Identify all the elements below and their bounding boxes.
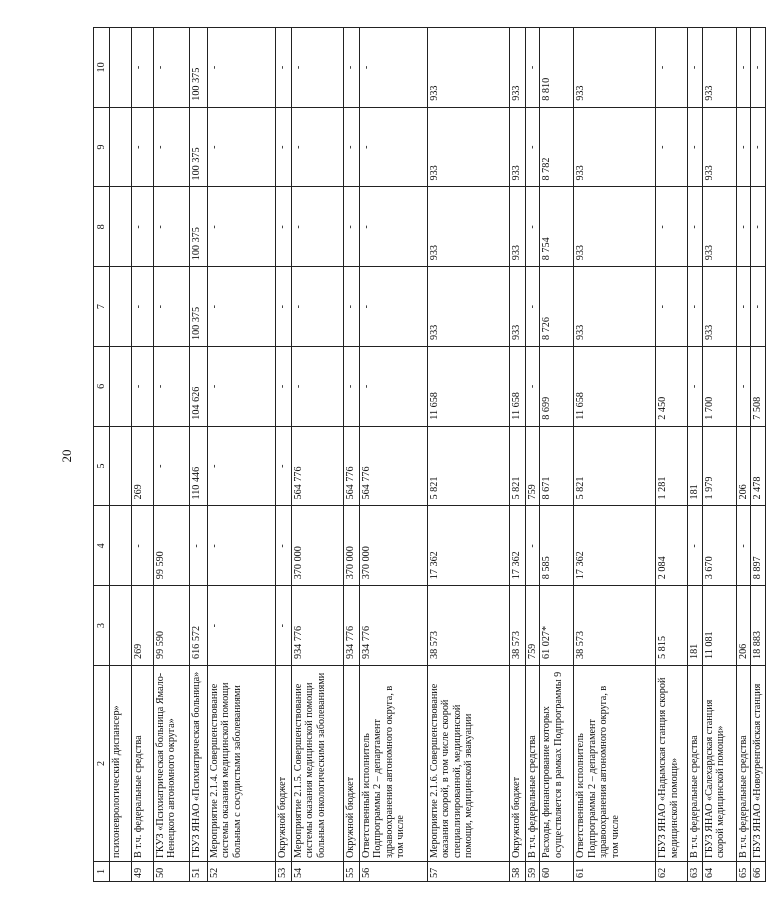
value-cell: - xyxy=(526,347,540,427)
table-row xyxy=(574,28,656,882)
value-cell: - xyxy=(736,107,750,187)
header-cell: 6 xyxy=(94,347,110,427)
value-cell: 370 000 xyxy=(344,506,360,586)
row-name: ГБУЗ ЯНАО «Новоуренгойская станция xyxy=(751,666,765,862)
value-cell: - xyxy=(688,187,702,267)
row-number: 50 xyxy=(154,862,190,882)
value-cell: - xyxy=(292,347,344,427)
value-cell: - xyxy=(276,506,292,586)
row-name: Окружной бюджет xyxy=(510,666,526,862)
table-row xyxy=(428,28,510,882)
value-cell: - xyxy=(190,506,208,586)
value-cell: - xyxy=(154,347,190,427)
value-cell: 933 xyxy=(702,107,736,187)
value-cell: - xyxy=(736,187,750,267)
value-cell: 38 573 xyxy=(428,586,510,666)
value-cell: - xyxy=(656,267,688,347)
value-cell: 38 573 xyxy=(574,586,656,666)
table-header-row xyxy=(94,28,110,882)
value-cell: - xyxy=(154,187,190,267)
row-number: 58 xyxy=(510,862,526,882)
table-container xyxy=(93,28,764,882)
table-row xyxy=(208,28,276,882)
value-cell: - xyxy=(208,506,276,586)
value-cell: 1 979 xyxy=(702,426,736,506)
table-row xyxy=(132,28,154,882)
table-row xyxy=(736,28,750,882)
value-cell: - xyxy=(208,426,276,506)
value-cell: - xyxy=(208,28,276,108)
value-cell: 933 xyxy=(510,267,526,347)
value-cell: 100 375 xyxy=(190,267,208,347)
row-number: 65 xyxy=(736,862,750,882)
value-cell: - xyxy=(688,506,702,586)
value-cell: - xyxy=(276,347,292,427)
value-cell: 934 776 xyxy=(344,586,360,666)
value-cell: 370 000 xyxy=(292,506,344,586)
row-name: В т.ч. федеральные средства xyxy=(526,666,540,862)
header-cell: 10 xyxy=(94,28,110,108)
value-cell: 933 xyxy=(428,107,510,187)
table-row xyxy=(154,28,190,882)
table-row xyxy=(702,28,736,882)
value-cell: - xyxy=(751,28,765,108)
value-cell: - xyxy=(276,586,292,666)
value-cell: 7 508 xyxy=(751,347,765,427)
value-cell: 38 573 xyxy=(510,586,526,666)
header-cell: 8 xyxy=(94,187,110,267)
row-name: В т.ч. федеральные средства xyxy=(736,666,750,862)
value-cell: - xyxy=(344,267,360,347)
table-row xyxy=(276,28,292,882)
table-row xyxy=(751,28,765,882)
value-cell: - xyxy=(344,347,360,427)
value-cell: - xyxy=(688,107,702,187)
value-cell: - xyxy=(292,267,344,347)
value-cell: - xyxy=(154,426,190,506)
value-cell: - xyxy=(208,347,276,427)
value-cell: - xyxy=(688,28,702,108)
row-number: 66 xyxy=(751,862,765,882)
value-cell: 269 xyxy=(132,586,154,666)
value-cell: 933 xyxy=(574,267,656,347)
value-cell: - xyxy=(132,187,154,267)
value-cell xyxy=(110,586,132,666)
value-cell: 2 478 xyxy=(751,426,765,506)
header-cell: 1 xyxy=(94,862,110,882)
value-cell: 1 281 xyxy=(656,426,688,506)
row-name: В т.ч. федеральные средства xyxy=(688,666,702,862)
value-cell: - xyxy=(360,267,428,347)
row-name: Ответственный исполнитель Подпрограммы 2 – департамент здравоохранения автономного округа, в том числе xyxy=(360,666,428,862)
table-row xyxy=(360,28,428,882)
value-cell: 61 027* xyxy=(540,586,574,666)
value-cell: 934 776 xyxy=(292,586,344,666)
value-cell: - xyxy=(688,347,702,427)
value-cell: - xyxy=(208,187,276,267)
row-name: психоневрологический диспансер» xyxy=(110,666,132,862)
row-number: 59 xyxy=(526,862,540,882)
value-cell: - xyxy=(276,267,292,347)
value-cell: - xyxy=(736,267,750,347)
value-cell: - xyxy=(360,28,428,108)
value-cell: - xyxy=(688,267,702,347)
header-cell: 2 xyxy=(94,666,110,862)
value-cell: 933 xyxy=(702,28,736,108)
value-cell: 759 xyxy=(526,586,540,666)
value-cell: 110 446 xyxy=(190,426,208,506)
header-cell: 5 xyxy=(94,426,110,506)
row-number: 51 xyxy=(190,862,208,882)
value-cell: - xyxy=(526,107,540,187)
row-number: 61 xyxy=(574,862,656,882)
value-cell: 11 658 xyxy=(510,347,526,427)
row-name: ГКУЗ «Психиатрическая больница Ямало-Ненецкого автономного округа» xyxy=(154,666,190,862)
value-cell: 8 726 xyxy=(540,267,574,347)
value-cell: 11 658 xyxy=(428,347,510,427)
value-cell: - xyxy=(276,426,292,506)
table-row xyxy=(540,28,574,882)
table-row xyxy=(344,28,360,882)
value-cell: - xyxy=(751,267,765,347)
row-number xyxy=(110,862,132,882)
value-cell: 269 xyxy=(132,426,154,506)
value-cell: 3 670 xyxy=(702,506,736,586)
value-cell: 181 xyxy=(688,426,702,506)
row-name: Ответственный исполнитель Подпрограммы 2 – департамент здравоохранения автономного округа, в том числе xyxy=(574,666,656,862)
value-cell: 8 897 xyxy=(751,506,765,586)
value-cell: - xyxy=(344,107,360,187)
page-number-text: 20 xyxy=(59,449,74,463)
value-cell: 206 xyxy=(736,426,750,506)
value-cell: 933 xyxy=(702,267,736,347)
row-name: Мероприятие 2.1.6. Совершенствование оказания скорой, в том числе скорой специализированной, медицинской помощи, медицинской эвакуации xyxy=(428,666,510,862)
value-cell: - xyxy=(736,28,750,108)
value-cell: 933 xyxy=(510,28,526,108)
value-cell: - xyxy=(751,107,765,187)
value-cell: - xyxy=(526,506,540,586)
row-name: Окружной бюджет xyxy=(344,666,360,862)
value-cell: - xyxy=(154,107,190,187)
table-row xyxy=(190,28,208,882)
value-cell: - xyxy=(344,28,360,108)
row-name: ГБУЗ ЯНАО «Салехардская станция скорой медицинской помощи» xyxy=(702,666,736,862)
value-cell: 104 626 xyxy=(190,347,208,427)
budget-table xyxy=(93,27,766,882)
row-number: 57 xyxy=(428,862,510,882)
value-cell: 564 776 xyxy=(360,426,428,506)
row-number: 62 xyxy=(656,862,688,882)
value-cell: 933 xyxy=(574,187,656,267)
value-cell: - xyxy=(736,347,750,427)
value-cell: 8 699 xyxy=(540,347,574,427)
value-cell: - xyxy=(360,187,428,267)
value-cell: 100 375 xyxy=(190,28,208,108)
row-name: Мероприятие 2.1.4. Совершенствование системы оказания медицинской помощи больным с сосудистыми заболеваниями xyxy=(208,666,276,862)
value-cell: 8 810 xyxy=(540,28,574,108)
value-cell: 2 450 xyxy=(656,347,688,427)
value-cell: 5 821 xyxy=(574,426,656,506)
value-cell: 18 883 xyxy=(751,586,765,666)
value-cell: 99 590 xyxy=(154,506,190,586)
value-cell: 934 776 xyxy=(360,586,428,666)
page-number xyxy=(55,440,79,470)
value-cell: 933 xyxy=(574,107,656,187)
value-cell: - xyxy=(526,267,540,347)
value-cell: 5 821 xyxy=(428,426,510,506)
value-cell: - xyxy=(292,187,344,267)
value-cell xyxy=(110,267,132,347)
value-cell: - xyxy=(208,107,276,187)
row-number: 55 xyxy=(344,862,360,882)
value-cell xyxy=(110,347,132,427)
value-cell: 759 xyxy=(526,426,540,506)
row-number: 64 xyxy=(702,862,736,882)
value-cell xyxy=(110,506,132,586)
value-cell xyxy=(110,28,132,108)
value-cell: - xyxy=(656,107,688,187)
header-cell: 3 xyxy=(94,586,110,666)
header-cell: 7 xyxy=(94,267,110,347)
value-cell: 5 821 xyxy=(510,426,526,506)
row-number: 54 xyxy=(292,862,344,882)
value-cell: 100 375 xyxy=(190,187,208,267)
value-cell xyxy=(110,187,132,267)
value-cell: 933 xyxy=(574,28,656,108)
value-cell: - xyxy=(132,28,154,108)
value-cell: - xyxy=(292,28,344,108)
row-name: Мероприятие 2.1.5. Совершенствование системы оказания медицинской помощи больным онкологическими заболеваниями xyxy=(292,666,344,862)
value-cell: 564 776 xyxy=(344,426,360,506)
table-row xyxy=(510,28,526,882)
header-cell: 9 xyxy=(94,107,110,187)
value-cell: 933 xyxy=(702,187,736,267)
value-cell xyxy=(110,426,132,506)
value-cell: 206 xyxy=(736,586,750,666)
value-cell: - xyxy=(344,187,360,267)
row-number: 49 xyxy=(132,862,154,882)
value-cell: 181 xyxy=(688,586,702,666)
value-cell: - xyxy=(132,506,154,586)
value-cell: 17 362 xyxy=(428,506,510,586)
value-cell: - xyxy=(132,347,154,427)
value-cell: 8 782 xyxy=(540,107,574,187)
row-number: 52 xyxy=(208,862,276,882)
value-cell: - xyxy=(276,107,292,187)
value-cell: - xyxy=(154,267,190,347)
value-cell: 11 658 xyxy=(574,347,656,427)
value-cell: 8 754 xyxy=(540,187,574,267)
value-cell: 933 xyxy=(428,28,510,108)
value-cell: 8 585 xyxy=(540,506,574,586)
value-cell: 933 xyxy=(510,107,526,187)
row-name: ГБУЗ ЯНАО «Психиатрическая больница» xyxy=(190,666,208,862)
value-cell: - xyxy=(154,28,190,108)
value-cell: 5 815 xyxy=(656,586,688,666)
value-cell: - xyxy=(208,586,276,666)
table-row xyxy=(688,28,702,882)
value-cell: - xyxy=(132,267,154,347)
value-cell: 11 081 xyxy=(702,586,736,666)
row-name: ГБУЗ ЯНАО «Надымская станция скорой медицинской помощи» xyxy=(656,666,688,862)
table-row xyxy=(292,28,344,882)
value-cell: - xyxy=(736,506,750,586)
row-name: Расходы, финансирование которых осуществляется в рамках Подпрограммы 9 xyxy=(540,666,574,862)
value-cell: 100 375 xyxy=(190,107,208,187)
value-cell: 370 000 xyxy=(360,506,428,586)
value-cell: 2 084 xyxy=(656,506,688,586)
value-cell xyxy=(110,107,132,187)
value-cell: 1 700 xyxy=(702,347,736,427)
table-row xyxy=(526,28,540,882)
row-name: Окружной бюджет xyxy=(276,666,292,862)
row-number: 60 xyxy=(540,862,574,882)
row-number: 63 xyxy=(688,862,702,882)
value-cell: 933 xyxy=(428,187,510,267)
value-cell: 99 590 xyxy=(154,586,190,666)
value-cell: - xyxy=(751,187,765,267)
header-cell: 4 xyxy=(94,506,110,586)
value-cell: 933 xyxy=(510,187,526,267)
value-cell: 17 362 xyxy=(510,506,526,586)
value-cell: 564 776 xyxy=(292,426,344,506)
table-row xyxy=(656,28,688,882)
value-cell: 933 xyxy=(428,267,510,347)
row-number: 56 xyxy=(360,862,428,882)
value-cell: 616 572 xyxy=(190,586,208,666)
value-cell: - xyxy=(276,28,292,108)
value-cell: - xyxy=(656,187,688,267)
row-name: В т.ч. федеральные средства xyxy=(132,666,154,862)
value-cell: - xyxy=(276,187,292,267)
value-cell: - xyxy=(292,107,344,187)
value-cell: - xyxy=(360,347,428,427)
value-cell: - xyxy=(656,28,688,108)
value-cell: - xyxy=(526,28,540,108)
value-cell: - xyxy=(360,107,428,187)
value-cell: - xyxy=(526,187,540,267)
value-cell: - xyxy=(208,267,276,347)
row-number: 53 xyxy=(276,862,292,882)
value-cell: - xyxy=(132,107,154,187)
value-cell: 17 362 xyxy=(574,506,656,586)
value-cell: 8 671 xyxy=(540,426,574,506)
table-row xyxy=(110,28,132,882)
